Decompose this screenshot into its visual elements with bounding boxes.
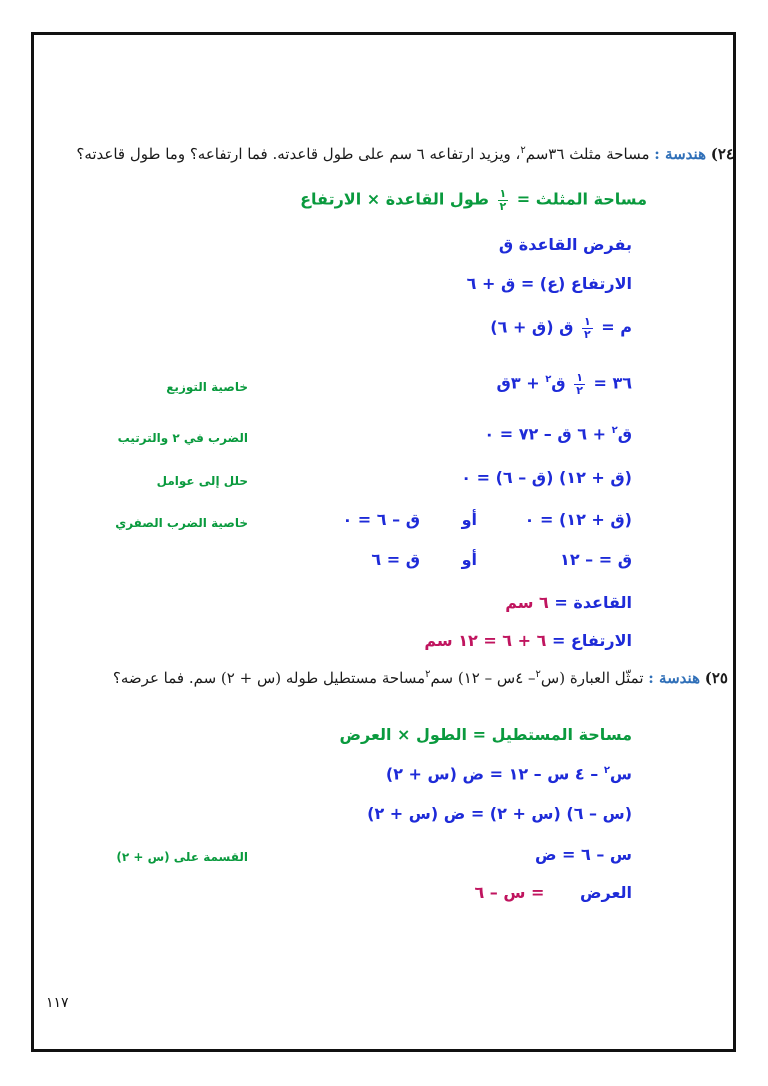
distribute-equation xyxy=(497,372,632,396)
eq-right: + ٣ق xyxy=(496,373,540,393)
root-b: ق = ٦ xyxy=(371,550,420,569)
question-number: ٢٤) xyxy=(710,145,734,163)
rect-equation-1 xyxy=(386,766,632,782)
superscript: ٢ xyxy=(425,669,431,680)
rect-equation-2: (س – ٦) (س + ٢) = ض (س + ٢) xyxy=(367,804,632,823)
question-24 xyxy=(76,146,734,162)
eq-rest: – ٤ س – ١٢ = ض (س + ٢) xyxy=(385,764,599,784)
zero-product-a: (ق + ١٢) = ٠ xyxy=(524,510,632,529)
width-result xyxy=(474,885,632,901)
eq-term: س xyxy=(609,764,632,784)
question-25 xyxy=(113,670,728,686)
superscript: ٢ xyxy=(603,765,610,776)
denominator: ٢ xyxy=(584,327,591,341)
eq-term: ق xyxy=(617,424,632,444)
triangle-area-formula xyxy=(300,188,647,212)
numerator: ١ xyxy=(584,315,591,328)
height-line: الارتفاع (ع) = ق + ٦ xyxy=(466,274,632,293)
question-tag: هندسة : xyxy=(648,669,700,687)
superscript: ٢ xyxy=(545,374,552,386)
superscript: ٢ xyxy=(520,145,526,156)
question-text-rest: ، ويزيد ارتفاعه ٦ سم على طول قاعدته. فما ارتفاعه؟ وما طول قاعدته؟ xyxy=(76,145,521,163)
formula-right: طول القاعدة × الارتفاع xyxy=(300,189,489,209)
denominator: ٢ xyxy=(499,199,507,213)
width-label: العرض xyxy=(580,883,632,902)
superscript: ٢ xyxy=(535,669,541,680)
question-text-mid: – ٤س – ١٢) سم xyxy=(430,669,536,687)
numerator: ١ xyxy=(499,187,507,200)
page-number: ١١٧ xyxy=(46,995,69,1011)
rect-equation-3: س – ٦ = ض xyxy=(534,845,632,864)
superscript: ٢ xyxy=(611,425,618,436)
width-value: = س – ٦ xyxy=(474,883,545,902)
note-distribution: خاصية التوزيع xyxy=(166,380,248,394)
eq-left: ٣٦ = xyxy=(593,373,632,393)
base-result xyxy=(505,595,632,611)
height-label: الارتفاع = xyxy=(551,631,632,650)
eq-right: ق (ق + ٦) xyxy=(490,317,574,337)
denominator: ٢ xyxy=(576,383,583,397)
root-a: ق = – ١٢ xyxy=(560,550,632,569)
assume-line: بفرض القاعدة ق xyxy=(498,235,632,254)
question-text: مساحة مثلث ٣٦سم xyxy=(525,145,650,163)
note-zero-product: خاصية الضرب الصفري xyxy=(115,516,248,530)
base-label: القاعدة = xyxy=(554,593,632,612)
eq-term: ق xyxy=(551,373,566,393)
height-result xyxy=(424,633,632,649)
factored-equation: (ق + ١٢) (ق – ٦) = ٠ xyxy=(461,468,632,487)
or-word: أو xyxy=(461,550,477,569)
area-equation xyxy=(490,316,632,340)
quadratic-equation xyxy=(484,426,632,442)
half-fraction xyxy=(574,372,585,396)
base-value: ٦ سم xyxy=(505,593,549,612)
eq-rest: + ٦ ق – ٧٢ = ٠ xyxy=(484,424,606,444)
note-factor: حلل إلى عوامل xyxy=(156,474,248,488)
half-fraction xyxy=(582,316,593,340)
question-text: تمثّل العبارة (س xyxy=(540,669,644,687)
question-tag: هندسة : xyxy=(654,145,706,163)
rectangle-area-formula: مساحة المستطيل = الطول × العرض xyxy=(339,725,632,744)
note-multiply: الضرب في ٢ والترتيب xyxy=(117,431,248,445)
note-divide: القسمة على (س + ٢) xyxy=(116,850,248,864)
height-value: ٦ + ٦ = ١٢ سم xyxy=(424,631,547,650)
half-fraction xyxy=(498,188,509,212)
question-text-rest: مساحة مستطيل طوله (س + ٢) سم. فما عرضه؟ xyxy=(112,669,426,687)
formula-left: مساحة المثلث = xyxy=(516,189,647,209)
eq-left: م = xyxy=(601,317,632,337)
numerator: ١ xyxy=(576,371,583,384)
zero-product-b: ق – ٦ = ٠ xyxy=(342,510,420,529)
question-number: ٢٥) xyxy=(704,669,728,687)
or-word: أو xyxy=(461,510,477,529)
